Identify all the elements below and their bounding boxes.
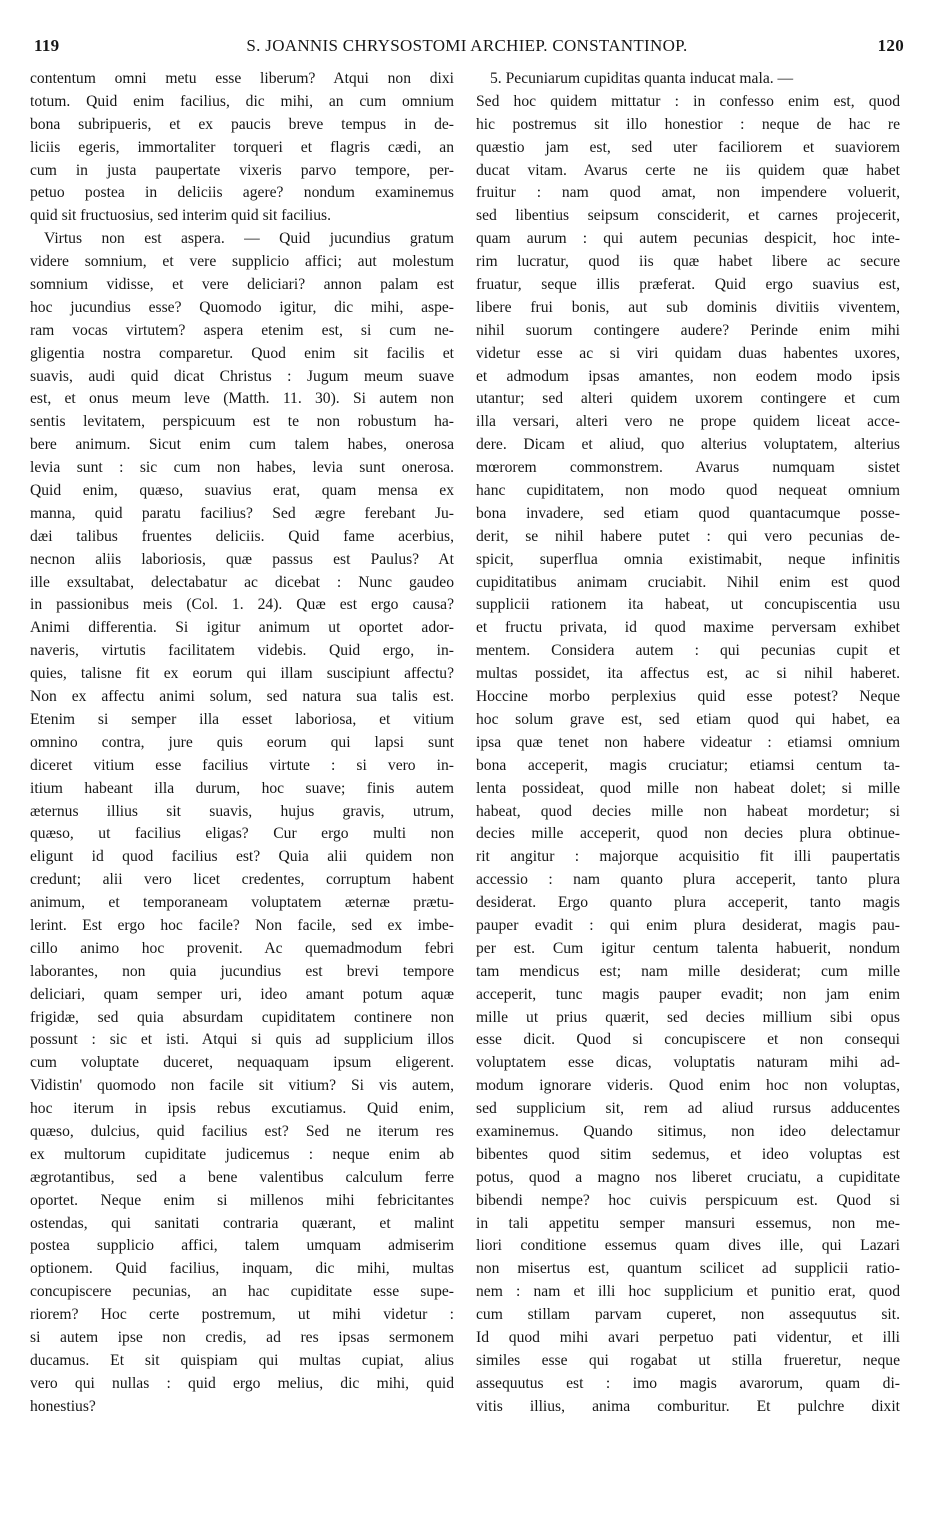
text-line: illa versari, alteri vero ne prope quidem liceat acce-	[476, 413, 900, 431]
text-line: videtur esse ac si viri quidam duas habentes uxores,	[476, 344, 900, 362]
text-line: quæstio jam est, sed uter faciliorem et suaviorem	[476, 138, 900, 156]
text-line: multas possidet, ita affectus est, ac si nihil haberet.	[476, 665, 900, 683]
text-line: riorem? Hoc certe postremum, ut mihi videtur :	[30, 1306, 454, 1324]
text-line: Animi differentia. Si igitur animum ut oportet ador-	[30, 619, 454, 637]
text-line: examinemus. Quando sitimus, non ideo delectamur	[476, 1122, 900, 1140]
text-line: bere animum. Sicut enim cum talem habes, onerosa	[30, 436, 454, 454]
text-line: petuo postea in deliciis agere? nondum examinemus	[30, 184, 454, 202]
text-line: liori conditione essemus quam dives ille, qui Lazari	[476, 1237, 900, 1255]
text-line: ægrotantibus, sed a bene valentibus calculum ferre	[30, 1168, 454, 1186]
text-line: in tali appetitu semper mansuri essemus, non me-	[476, 1214, 900, 1232]
text-line: sed supplicium sit, rem ad aliud rursus adducentes	[476, 1100, 900, 1118]
text-line: levia sunt : sic cum non habes, levia sunt onerosa.	[30, 459, 454, 477]
text-line: æternus illius sit suavis, hujus gravis, utrum,	[30, 802, 454, 820]
text-line: Non ex affectu animi solum, sed natura sua talis est.	[30, 688, 454, 706]
text-line: ram vocas virtutem? aspera etenim est, si cum ne-	[30, 321, 454, 339]
text-line: et fructu privata, id quod maxime perversam exhibet	[476, 619, 900, 637]
text-line: ipsa quæ tenet non habere videatur : etiamsi omnium	[476, 733, 900, 751]
text-line: tam mendicus est; nam mille desiderat; cum mille	[476, 962, 900, 980]
text-line: modum ignorare videris. Quod enim hoc non voluptas,	[476, 1077, 900, 1095]
text-line: frigidæ, sed quia absurdam cupiditatem continere non	[30, 1008, 454, 1026]
right-page-number: 120	[877, 36, 904, 55]
text-line: per est. Cum igitur centum talenta habuerit, nondum	[476, 939, 900, 957]
text-line: mœrorem commonstrem. Avarus numquam sistet	[476, 459, 900, 477]
page-header	[30, 34, 904, 62]
text-line: est, et onus meum leve (Matth. 11. 30). Si autem non	[30, 390, 454, 408]
text-line: rit angitur : majorque acquisitio fit illi paupertatis	[476, 848, 900, 866]
text-line: potus, quod a magno nos liberet cruciatu, a cupiditate	[476, 1168, 900, 1186]
text-line: liciis egeris, immortaliter torqueri et flagris cædi, an	[30, 138, 454, 156]
text-line: animum, et temporaneam voluptatem æternæ prætu-	[30, 894, 454, 912]
text-line: optionem. Quid facilius, inquam, dic mihi, multas	[30, 1260, 454, 1278]
text-line: suavis, audi quid dicat Christus : Jugum meum suave	[30, 367, 454, 385]
right-text-column	[476, 68, 900, 1419]
text-line: cillo animo hoc provenit. Ac quemadmodum febri	[30, 939, 454, 957]
text-line: esse dicit. Quod si concupiscere et non consequi	[476, 1031, 900, 1049]
text-line: quid sit fructuosius, sed interim quid sit facilius.	[30, 207, 332, 225]
text-line: ducamus. Et sit quispiam qui multas cupiat, alius	[30, 1351, 454, 1369]
text-line: mille ut prius quærit, sed decies millium sibi opus	[476, 1008, 900, 1026]
text-line: lenta possideat, quod mille non habeat dolet; si mille	[476, 779, 900, 797]
text-line: quam aurum : qui autem pecunias despicit, hoc inte-	[476, 230, 900, 248]
running-title: S. JOANNIS CHRYSOSTOMI ARCHIEP. CONSTANTINOP.	[246, 36, 688, 55]
text-line: vero qui nullas : quid ergo melius, dic mihi, quid	[30, 1374, 454, 1392]
text-line: libere frui bonis, aut sub dominis divitiis viventem,	[476, 298, 900, 316]
text-line: et admodum ipsas amantes, non eodem modo ipsis	[476, 367, 900, 385]
text-line: bibentes quod sitim sedemus, et ideo voluptas est	[476, 1145, 900, 1163]
text-line: dere. Dicam et aliud, quo alterius voluptatem, alterius	[476, 436, 900, 454]
text-line: Virtus non est aspera. — Quid jucundius gratum	[44, 230, 454, 248]
text-line: concupiscere pecunias, an hac cupiditate esse supe-	[30, 1283, 454, 1301]
text-line: sentis levitatem, perspicuum est te non robustum ha-	[30, 413, 454, 431]
text-line: somnium vidisse, et vere deliciari? annon palam est	[30, 276, 454, 294]
text-line: Etenim si semper illa esset laboriosa, et vitium	[30, 710, 454, 728]
text-line: mentem. Considera autem : qui pecunias cupit et	[476, 642, 900, 660]
text-line: hanc cupiditatem, non modo quod nequeat omnium	[476, 482, 900, 500]
text-line: contentum omni metu esse liberum? Atqui non dixi	[30, 70, 454, 87]
text-line: nihil suorum contingere audere? Perinde enim mihi	[476, 321, 900, 339]
text-line: possunt : sic et isti. Atqui si quis ad supplicium illos	[30, 1031, 454, 1049]
text-line: manna, quid paratu facilius? Sed ægre ferebant Ju-	[30, 504, 454, 522]
text-line: decies mille acceperit, quod non decies plura obtinue-	[476, 825, 900, 843]
text-line: cum voluptate duceret, nequaquam ipsum eligerent.	[30, 1054, 454, 1072]
text-line: sed libentius seipsum consciderit, et carnes projecerit,	[476, 207, 900, 225]
text-line: ex multorum cupiditate judicemus : neque enim ab	[30, 1145, 454, 1163]
text-line: quæso, dulcius, quid facilius est? Sed ne iterum res	[30, 1122, 454, 1140]
text-line: oportet. Neque enim si millenos mihi febricitantes	[30, 1191, 454, 1209]
text-line: cum in justa paupertate vixeris parvo tempore, per-	[30, 161, 454, 179]
text-line: fruitur : nam quod amat, non impendere voluerit,	[476, 184, 900, 202]
text-line: Vidistin' quomodo non facile sit vitium? Si vis autem,	[30, 1077, 454, 1095]
text-line: desiderat. Ergo quanto plura acceperit, tanto magis	[476, 894, 900, 912]
text-line: quies, talisne fit ex eorum qui illam suscipiunt affectu?	[30, 665, 454, 683]
text-line: postea supplicio affici, talem umquam admiserim	[30, 1237, 454, 1255]
text-line: vitis illius, anima comburitur. Et pulchre dixit	[476, 1397, 900, 1415]
text-line: omnino contra, jure quis eorum qui lapsi sunt	[30, 733, 454, 751]
text-line: si autem ipse non credis, ad res ipsas sermonem	[30, 1328, 454, 1346]
text-line: quæso, ut facilius eligas? Cur ergo multi non	[30, 825, 454, 843]
text-line: similes esse qui rogabat ut stilla frueretur, neque	[476, 1351, 900, 1369]
text-line: rim lucratur, quod iis quæ habet libere ac secure	[476, 253, 900, 271]
text-line: Quid enim, quæso, suavius erat, quam mensa ex	[30, 482, 454, 500]
text-line: cupiditatibus animam cruciabit. Nihil enim est quod	[476, 573, 900, 591]
text-line: necnon aliis laboriosis, quæ passus est Paulus? At	[30, 550, 454, 568]
text-line: 5. Pecuniarum cupiditas quanta inducat mala. —	[490, 70, 794, 87]
text-line: naveris, virtutis facilitatem videbis. Quid ergo, in-	[30, 642, 454, 660]
text-line: ducat vitam. Avarus certe ne iis quidem quæ habet	[476, 161, 900, 179]
text-line: bibendi nempe? hoc cuivis perspicuum est. Quod si	[476, 1191, 900, 1209]
text-line: hic postremus sit illo honestior : neque de hac re	[476, 115, 900, 133]
text-line: nem : nam et illi hoc supplicium et punitio erat, quod	[476, 1283, 900, 1301]
text-line: Id quod mihi avari perpetuo pati videntur, et illi	[476, 1328, 900, 1346]
text-line: cum stillam parvam cuperet, non assequutus sit.	[476, 1306, 900, 1324]
text-line: hoc solum grave est, sed etiam quod qui habet, ea	[476, 710, 900, 728]
text-line: totum. Quid enim facilius, dic mihi, an cum omnium	[30, 92, 454, 110]
text-line: accessio : nam quanto plura acceperit, tanto plura	[476, 871, 900, 889]
text-line: honestius?	[30, 1397, 96, 1415]
text-line: ille exsultabat, delectabatur ac dicebat : Nunc gaudeo	[30, 573, 454, 591]
text-line: laborantes, non quia jucundius est brevi tempore	[30, 962, 454, 980]
text-line: credunt; alii vero licet credentes, corruptum habent	[30, 871, 454, 889]
text-line: pauper evadit : qui enim plura desiderat, magis pau-	[476, 916, 900, 934]
text-line: lerint. Est ergo hoc facile? Non facile, sed ex imbe-	[30, 916, 454, 934]
text-line: bona invadere, sed etiam quod quantacumque posse-	[476, 504, 900, 522]
left-text-column	[30, 68, 454, 1419]
text-line: non misertus est, quantum scilicet ad supplicii ratio-	[476, 1260, 900, 1278]
text-line: diceret vitium esse facilius virtute : si vero in-	[30, 756, 454, 774]
text-line: itium habeant illa durum, hoc suave; finis autem	[30, 779, 454, 797]
text-line: gligentia nostra comparetur. Quod enim sit facilis et	[30, 344, 454, 362]
text-line: videre somnium, et vere supplicio affici; aut molestum	[30, 253, 454, 271]
text-line: deliciari, quam semper uri, ideo amant potum aquæ	[30, 985, 454, 1003]
text-line: Sed hoc quidem mittatur : in confesso enim est, quod	[476, 92, 900, 110]
text-line: assequutus est : imo magis avarorum, quam di-	[476, 1374, 900, 1392]
text-line: hoc iterum in ipsis rebus excutiamus. Quid enim,	[30, 1100, 454, 1118]
text-line: spicit, superflua omnia existimabit, neque infinitis	[476, 550, 900, 568]
text-line: habeat, quod decies mille non habeat mordetur; si	[476, 802, 900, 820]
text-line: in passionibus meis (Col. 1. 24). Quæ est ergo causa?	[30, 596, 454, 614]
text-line: fruatur, seque illis præferat. Quid ergo suavius est,	[476, 276, 900, 294]
left-page-number: 119	[34, 36, 60, 55]
text-line: eligunt id quod facilius est? Quia alii quidem non	[30, 848, 454, 866]
text-line: utantur; sed alteri quidem uxorem contingere et cum	[476, 390, 900, 408]
text-line: supplicii rationem ita habeat, ut concupiscentia usu	[476, 596, 900, 614]
text-line: ostendas, qui sanitati contraria quærant, et malint	[30, 1214, 454, 1232]
text-line: hoc jucundius esse? Quomodo igitur, dic mihi, aspe-	[30, 298, 454, 316]
text-line: derit, se nihil habere putet : qui vero pecunias de-	[476, 527, 900, 545]
text-line: bona acceperit, magis cruciatur; etiamsi centum ta-	[476, 756, 900, 774]
text-line: voluptatem esse dicas, voluptatis naturam mihi ad-	[476, 1054, 900, 1072]
text-line: bona subripueris, et ex paucis breve tempus in de-	[30, 115, 454, 133]
text-line: dæi talibus fruentes deliciis. Quid fame acerbius,	[30, 527, 454, 545]
text-line: Hoccine morbo perplexius quid esse potest? Neque	[476, 688, 900, 706]
text-line: acceperit, tunc magis pauper evadit; non jam enim	[476, 985, 900, 1003]
